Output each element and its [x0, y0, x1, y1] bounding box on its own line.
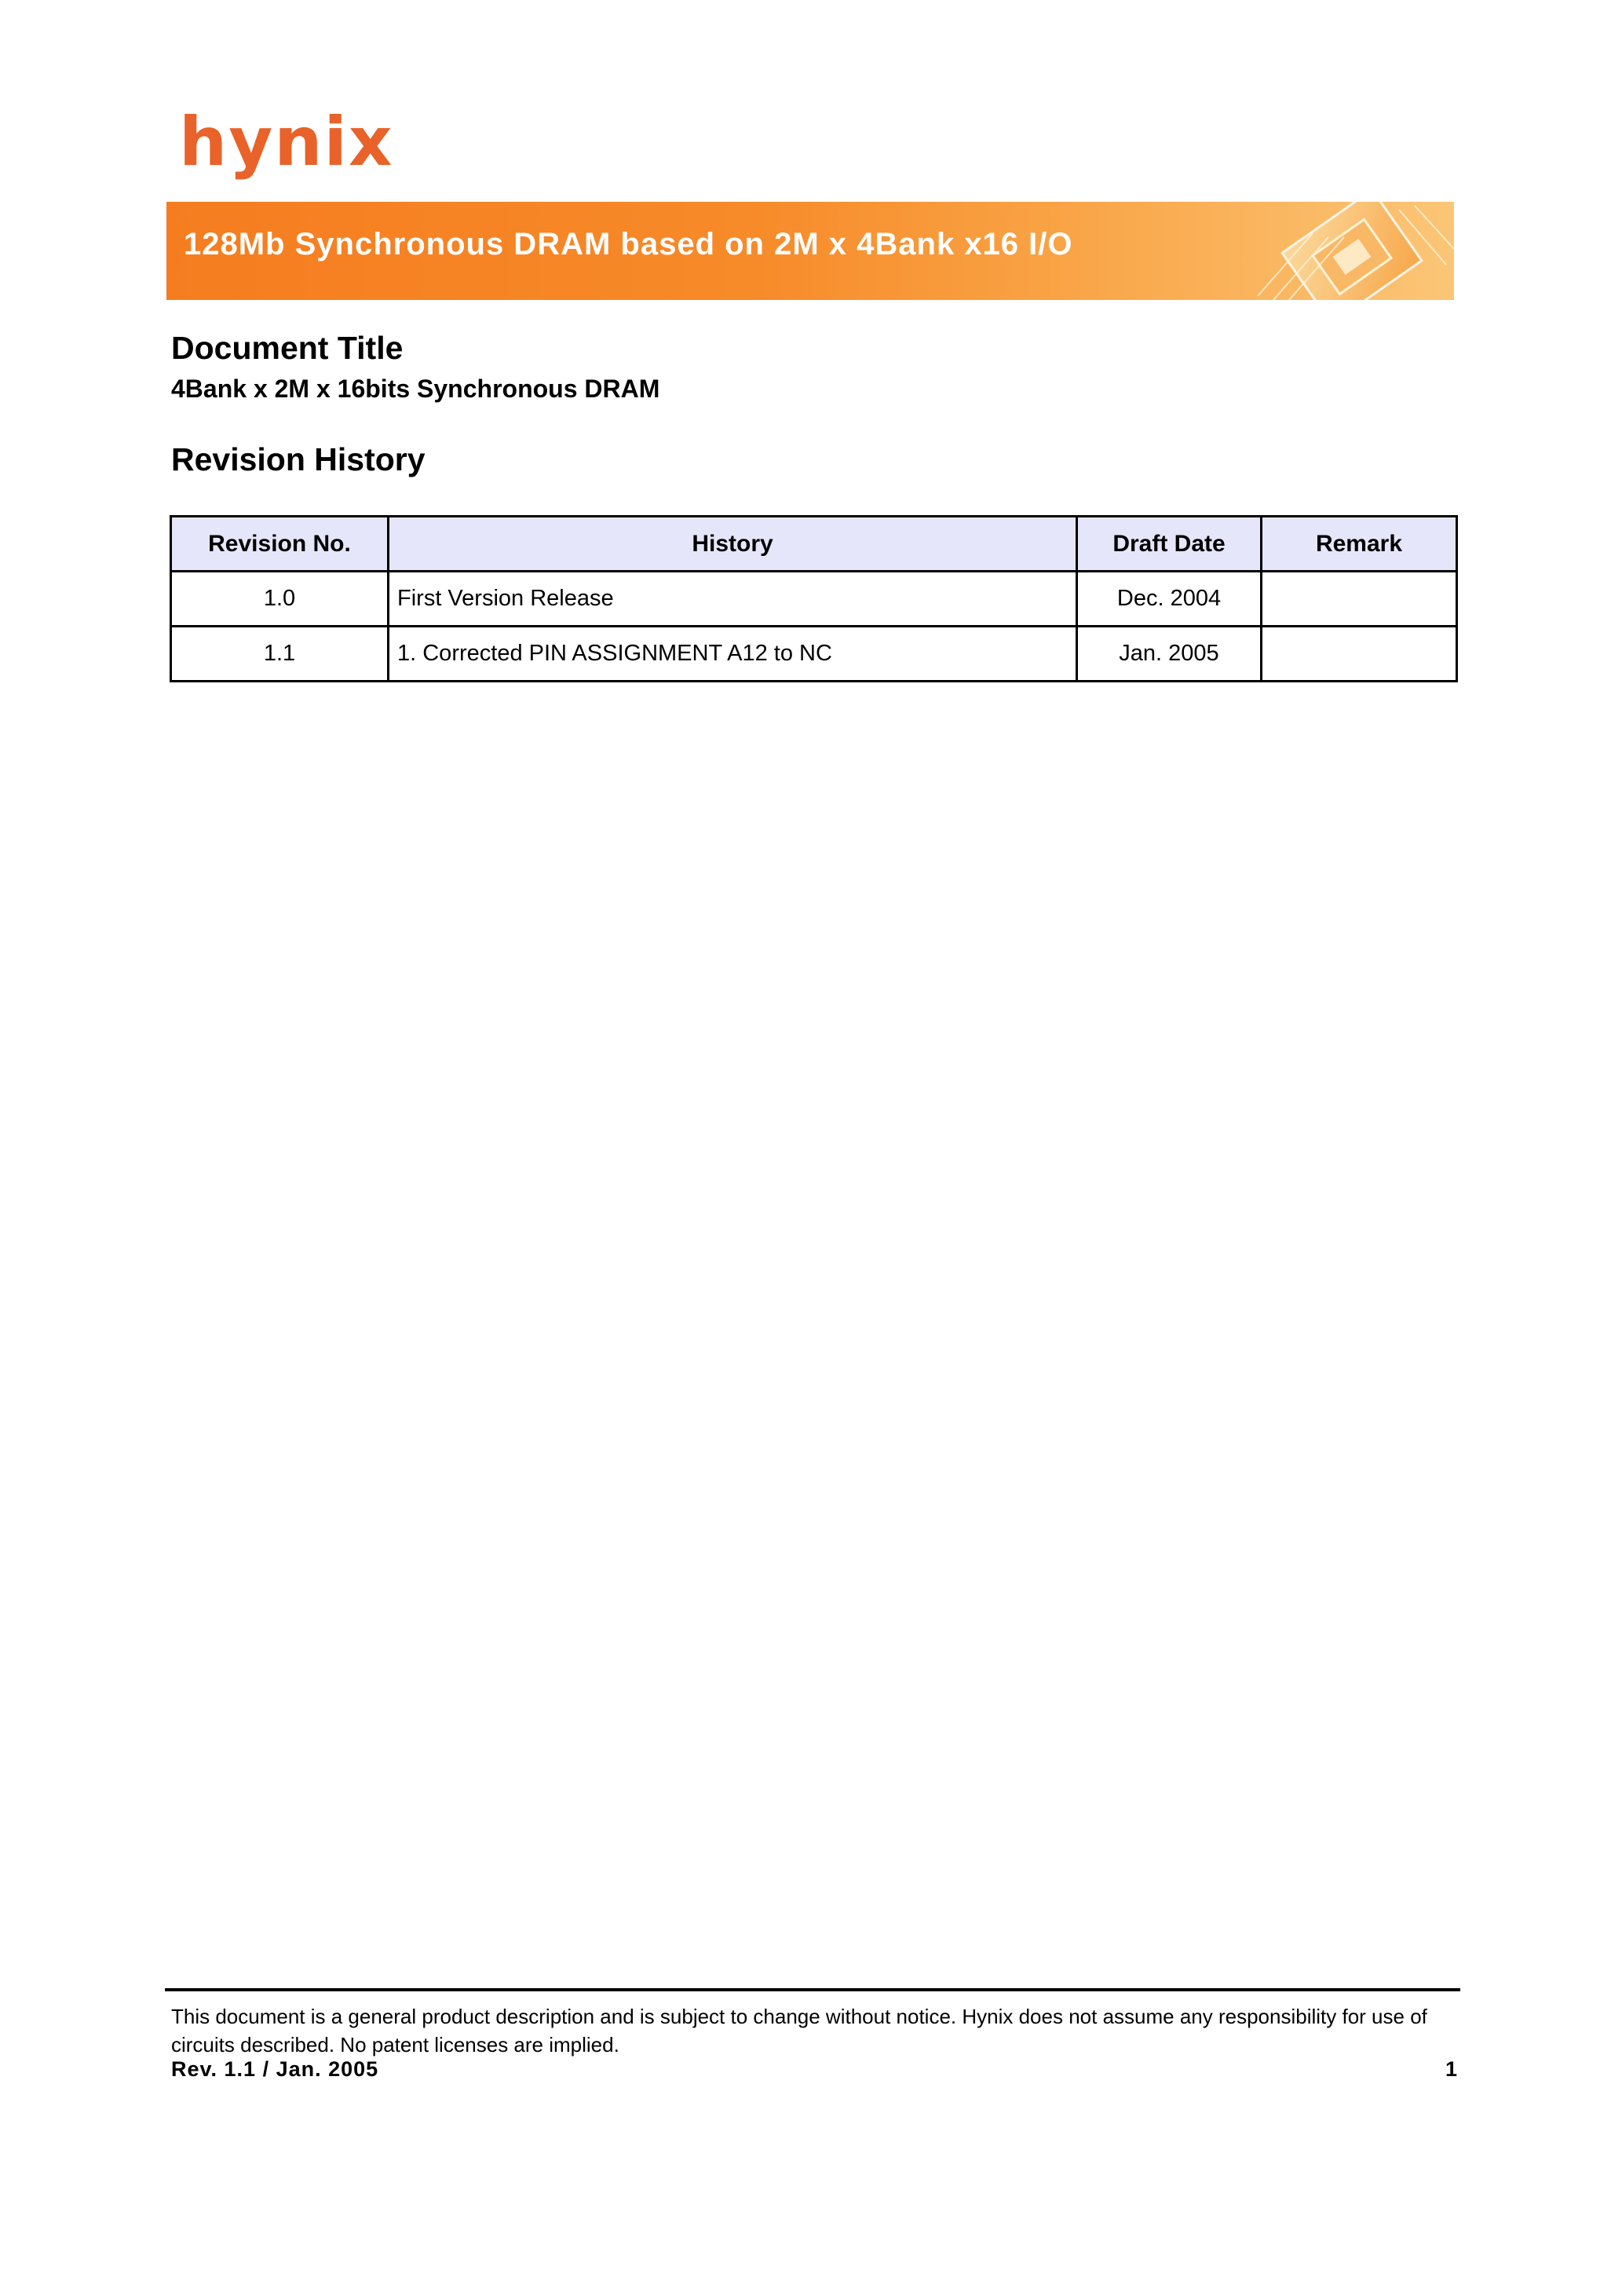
- document-title-heading: Document Title: [171, 330, 404, 366]
- draft-date-cell: Dec. 2004: [1077, 572, 1262, 627]
- remark-cell: [1262, 572, 1457, 627]
- draft-date-cell: Jan. 2005: [1077, 627, 1262, 682]
- revision-cell: 1.0: [171, 572, 389, 627]
- footer-notice: This document is a general product description and is subject to change without notice. Hynix does not assume any responsibility for use of circuits described. No patent licenses are implied.: [171, 2005, 1427, 2057]
- revision-cell: 1.1: [171, 627, 389, 682]
- column-header-remark: Remark: [1262, 517, 1457, 572]
- page-number: 1: [1445, 2057, 1457, 2081]
- column-header-history: History: [389, 517, 1077, 572]
- column-header-revision: Revision No.: [171, 517, 389, 572]
- table-row: [171, 627, 1457, 682]
- chip-graphic-icon: [1242, 202, 1454, 300]
- hynix-logo: [179, 110, 399, 188]
- header-banner: [166, 202, 1454, 300]
- footer-divider: [165, 1988, 1460, 1991]
- remark-cell: [1262, 627, 1457, 682]
- history-cell: 1. Corrected PIN ASSIGNMENT A12 to NC: [389, 627, 1077, 682]
- revision-history-heading: Revision History: [171, 441, 426, 477]
- document-subtitle: 4Bank x 2M x 16bits Synchronous DRAM: [171, 375, 660, 403]
- footer-revision: Rev. 1.1 / Jan. 2005: [171, 2057, 379, 2081]
- svg-text:hynix: hynix: [179, 110, 394, 181]
- banner-title: 128Mb Synchronous DRAM based on 2M x 4Bank x16 I/O: [184, 227, 1073, 261]
- table-row: [171, 572, 1457, 627]
- table-header-row: [171, 517, 1457, 572]
- history-cell: First Version Release: [389, 572, 1077, 627]
- column-header-draft-date: Draft Date: [1077, 517, 1262, 572]
- revision-table: [170, 515, 1458, 682]
